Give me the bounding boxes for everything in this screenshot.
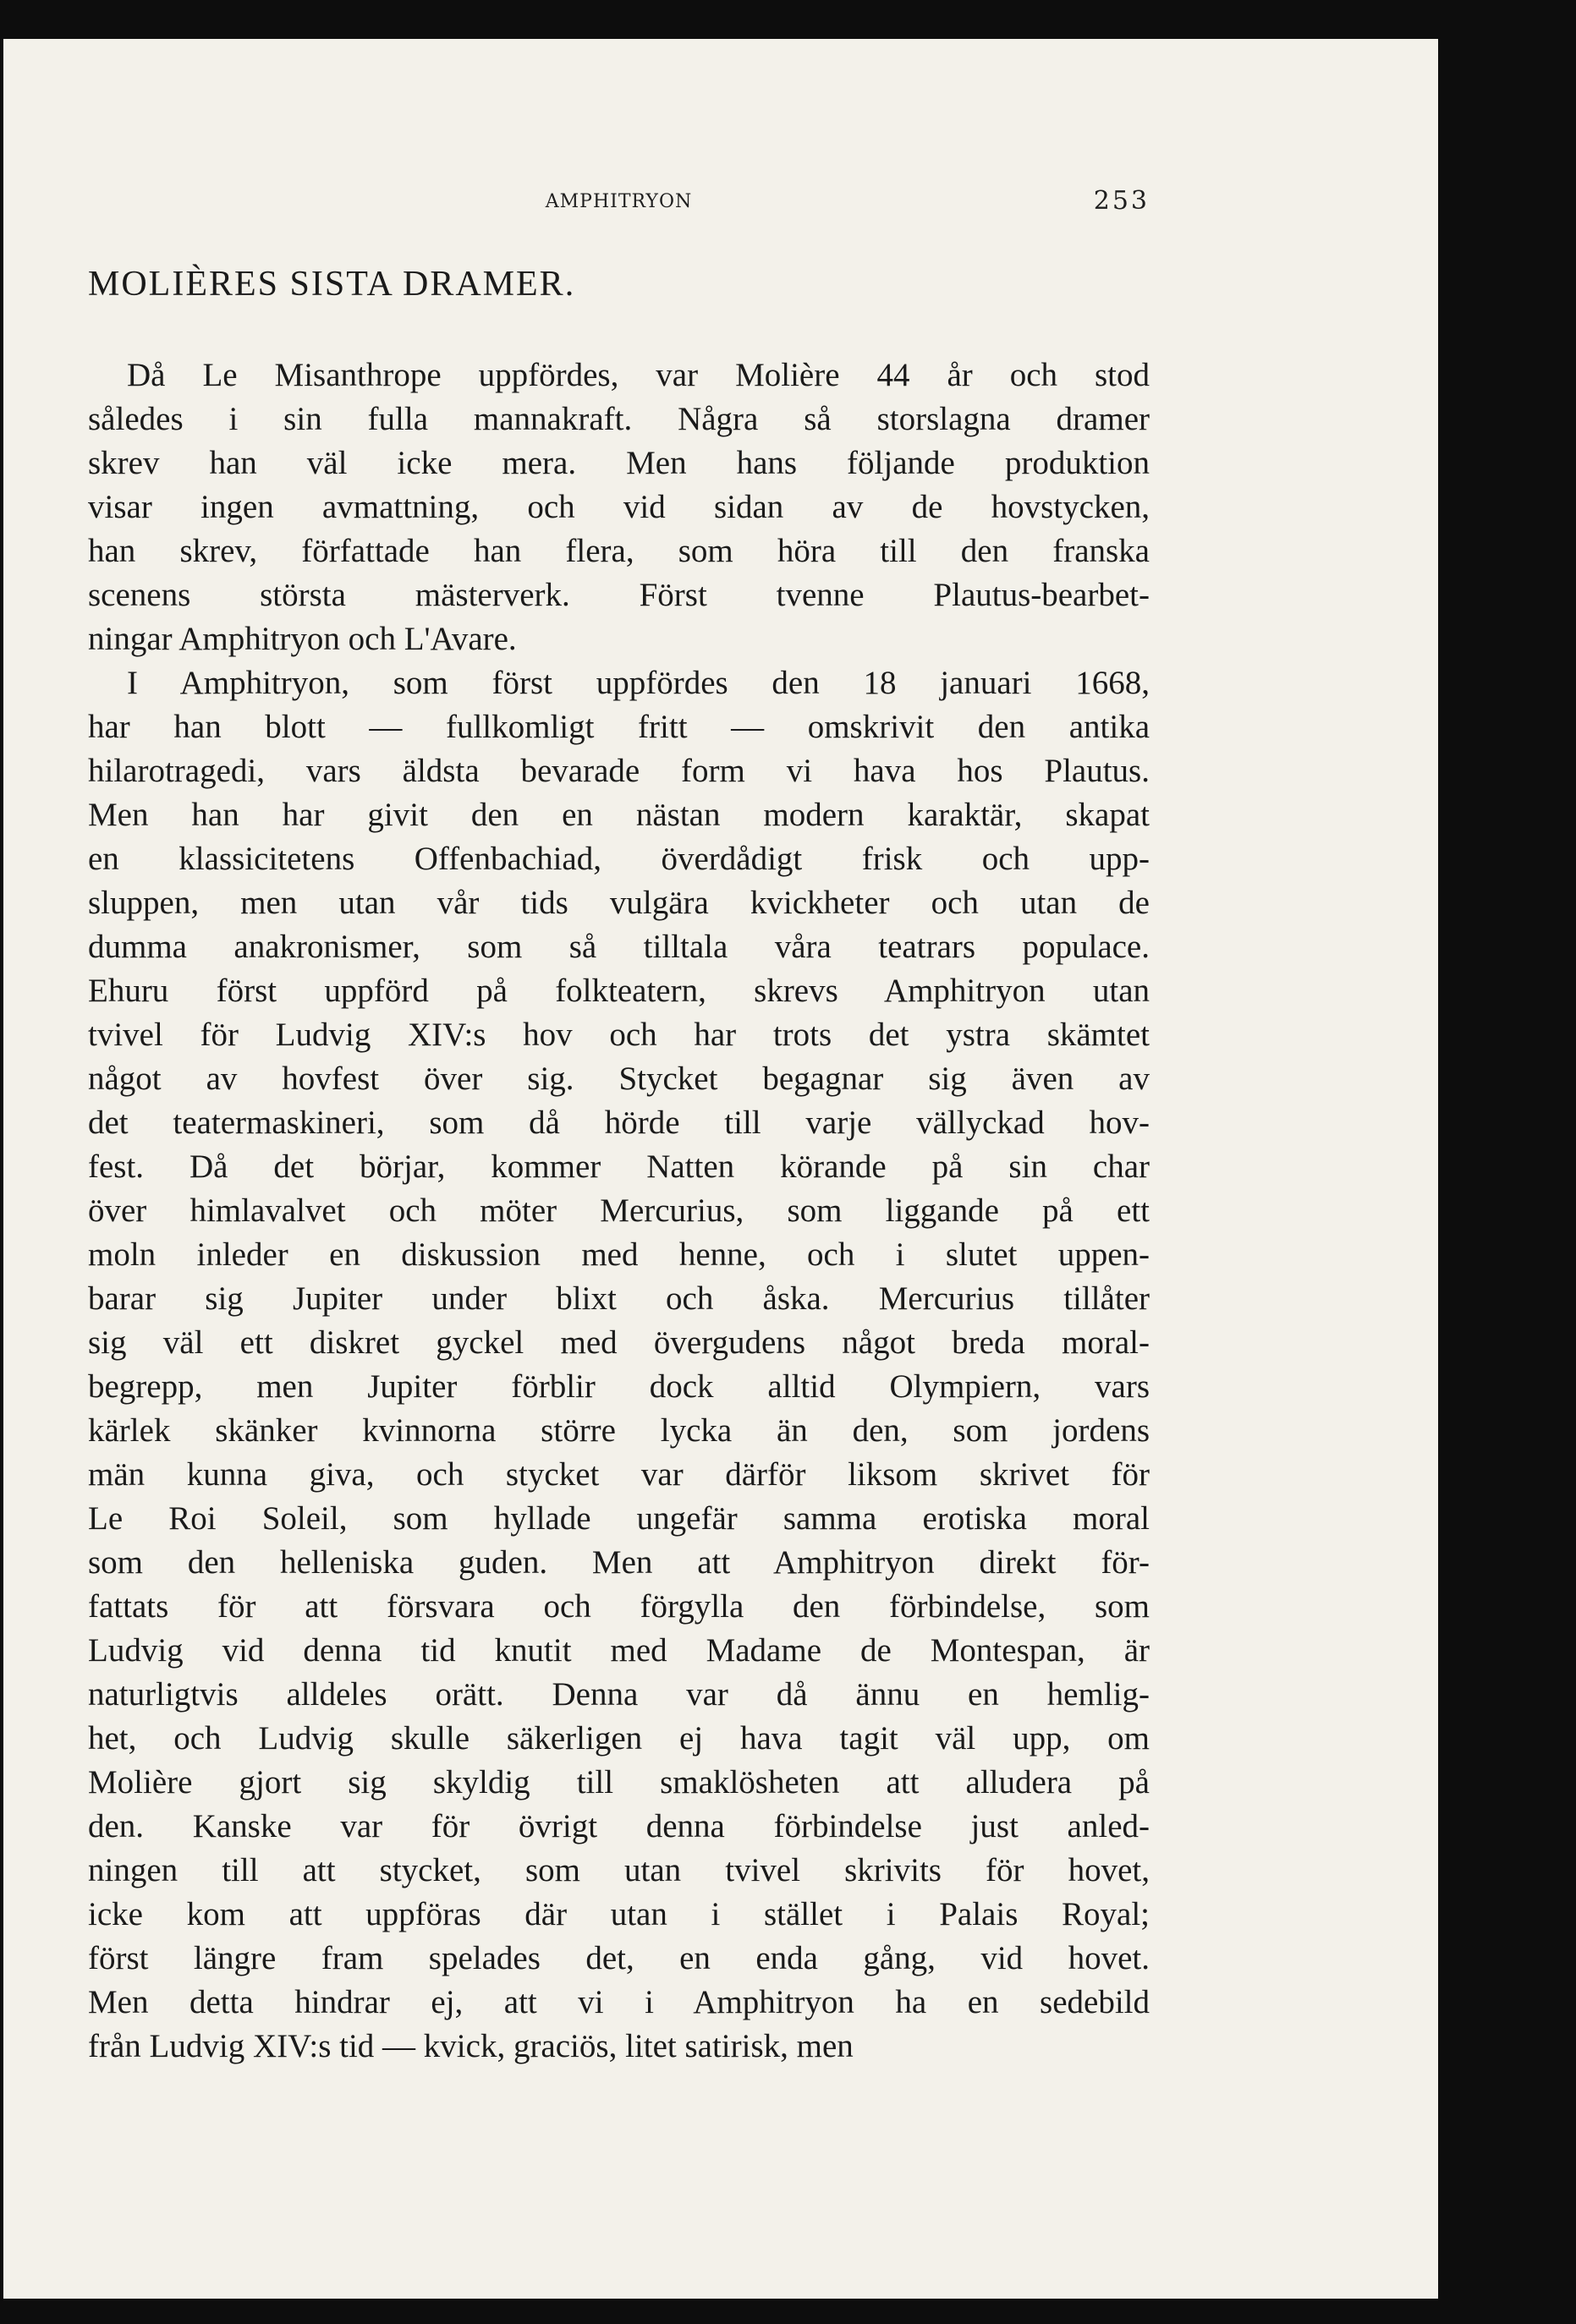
text-line: Molière gjort sig skyldig till smaklösheten att alludera på xyxy=(88,1764,1150,1801)
text-line: något av hovfest över sig. Stycket begagnar sig även av xyxy=(88,1061,1150,1097)
book-page xyxy=(3,39,1438,2299)
text-line: har han blott — fullkomligt fritt — omskrivit den antika xyxy=(88,709,1150,745)
text-line: Ehuru först uppförd på folkteatern, skrevs Amphitryon utan xyxy=(88,973,1150,1009)
text-line: Men detta hindrar ej, att vi i Amphitryon ha en sedebild xyxy=(88,1984,1150,2020)
text-line: den. Kanske var för övrigt denna förbindelse just anled- xyxy=(88,1808,1150,1844)
text-line: moln inleder en diskussion med henne, och i slutet uppen- xyxy=(88,1236,1150,1273)
text-line: dumma anakronismer, som så tilltala våra teatrars populace. xyxy=(88,929,1150,965)
text-line: över himlavalvet och möter Mercurius, som liggande på ett xyxy=(88,1192,1150,1229)
paragraph xyxy=(88,661,1150,2069)
text-line: som den helleniska guden. Men att Amphitryon direkt för- xyxy=(88,1544,1150,1581)
text-line: het, och Ludvig skulle säkerligen ej hava tagit väl upp, om xyxy=(88,1720,1150,1757)
text-line: ningen till att stycket, som utan tvivel skrivits för hovet, xyxy=(88,1852,1150,1888)
text-line: således i sin fulla mannakraft. Några så storslagna dramer xyxy=(88,401,1150,437)
text-line: sluppen, men utan vår tids vulgära kvickheter och utan de xyxy=(88,885,1150,921)
page-header xyxy=(88,174,1150,225)
text-line: män kunna giva, och stycket var därför liksom skrivet för xyxy=(88,1456,1150,1493)
text-line: ningar Amphitryon och L'Avare. xyxy=(88,621,517,657)
text-line: fattats för att försvara och förgylla den förbindelse, som xyxy=(88,1588,1150,1625)
page-number: 253 xyxy=(1093,186,1150,216)
text-line: kärlek skänker kvinnorna större lycka än den, som jordens xyxy=(88,1412,1150,1449)
text-line: hilarotragedi, vars äldsta bevarade form vi hava hos Plautus. xyxy=(88,753,1150,789)
text-line: barar sig Jupiter under blixt och åska. Mercurius tillåter xyxy=(88,1280,1150,1317)
text-line: Men han har givit den en nästan modern karaktär, skapat xyxy=(88,797,1150,833)
paragraph xyxy=(88,354,1150,661)
text-line: icke kom att uppföras där utan i stället i Palais Royal; xyxy=(88,1896,1150,1932)
body-text xyxy=(88,354,1150,2069)
chapter-heading: MOLIÈRES SISTA DRAMER. xyxy=(88,265,576,304)
text-line: Då Le Misanthrope uppfördes, var Molière 44 år och stod xyxy=(127,357,1150,393)
running-title: AMPHITRYON xyxy=(545,191,693,212)
text-line: visar ingen avmattning, och vid sidan av de hovstycken, xyxy=(88,489,1150,525)
text-line: I Amphitryon, som först uppfördes den 18 januari 1668, xyxy=(127,665,1150,701)
text-line: Le Roi Soleil, som hyllade ungefär samma erotiska moral xyxy=(88,1500,1150,1537)
text-line: han skrev, författade han flera, som höra till den franska xyxy=(88,533,1150,569)
text-line: tvivel för Ludvig XIV:s hov och har trots det ystra skämtet xyxy=(88,1017,1150,1053)
text-line: sig väl ett diskret gyckel med övergudens något breda moral- xyxy=(88,1324,1150,1361)
text-line: fest. Då det börjar, kommer Natten körande på sin char xyxy=(88,1148,1150,1185)
text-line: det teatermaskineri, som då hörde till varje vällyckad hov- xyxy=(88,1104,1150,1141)
text-line: en klassicitetens Offenbachiad, överdådigt frisk och upp- xyxy=(88,841,1150,877)
text-line: begrepp, men Jupiter förblir dock alltid Olympiern, vars xyxy=(88,1368,1150,1405)
text-line: naturligtvis alldeles orätt. Denna var då ännu en hemlig- xyxy=(88,1676,1150,1713)
text-line: först längre fram spelades det, en enda gång, vid hovet. xyxy=(88,1940,1150,1976)
text-line: Ludvig vid denna tid knutit med Madame de Montespan, är xyxy=(88,1632,1150,1669)
text-line: från Ludvig XIV:s tid — kvick, graciös, litet satirisk, men xyxy=(88,2028,854,2064)
text-line: skrev han väl icke mera. Men hans följande produktion xyxy=(88,445,1150,481)
text-line: scenens största mästerverk. Först tvenne Plautus-bearbet- xyxy=(88,577,1150,613)
